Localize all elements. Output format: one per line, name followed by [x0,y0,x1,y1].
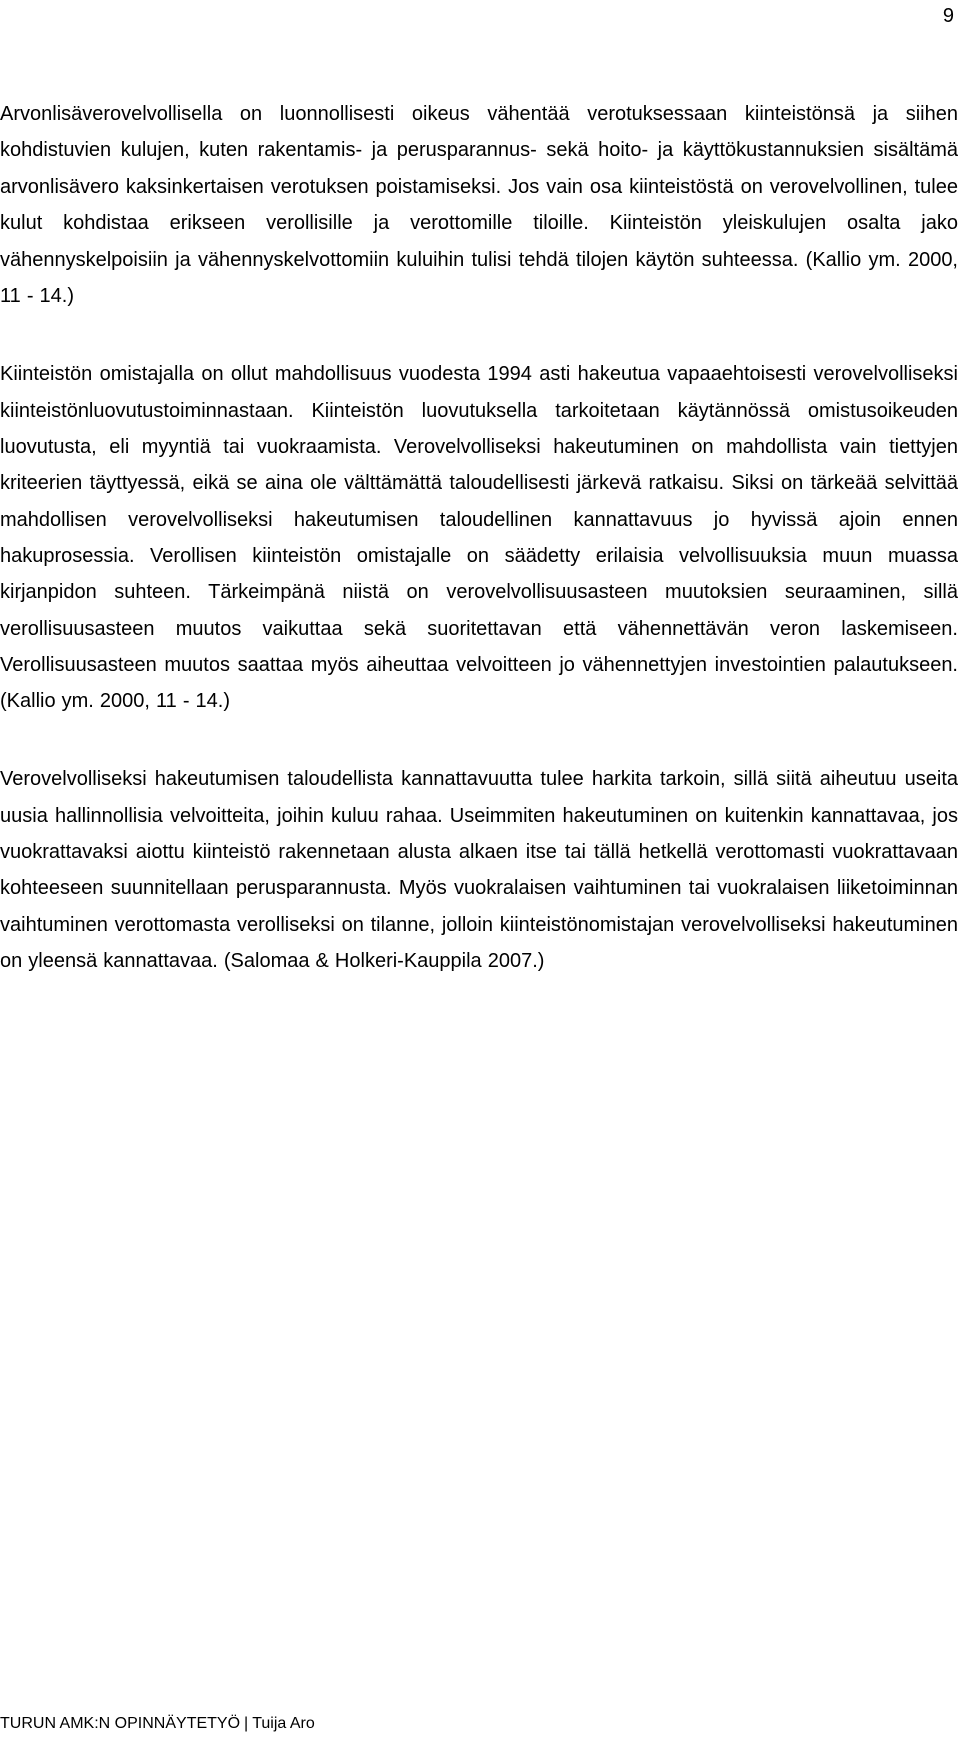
paragraph-profitability: Verovelvolliseksi hakeutumisen taloudellista kannattavuutta tulee harkita tarkoin, sillä siitä aiheutuu useita uusia hallinnollisia velvoitteita, joihin kuluu rahaa. Useimmiten hakeutuminen on kuitenkin kannattavaa, jos vuokrattavaksi aiottu kiinteistö rakennetaan alusta alkaen itse tai tällä hetkellä verottomasti vuokrattavaan kohteeseen suunnitellaan perusparannusta. Myös vuokralaisen vaihtuminen tai vuokralaisen liiketoiminnan vaihtuminen verottomasta verolliseksi on tilanne, jolloin kiinteistönomistajan verovelvolliseksi hakeutuminen on yleensä kannattavaa. (Salomaa & Holkeri-Kauppila 2007.) [0,768,958,972]
document-body [0,96,958,1021]
paragraph-vat-deduction: Arvonlisäverovelvollisella on luonnollisesti oikeus vähentää verotuksessaan kiinteistönsä ja siihen kohdistuvien kulujen, kuten rakentamis- ja perusparannus- sekä hoito- ja käyttökustannuksien sisältämä arvonlisävero kaksinkertaisen verotuksen poistamiseksi. Jos vain osa kiinteistöstä on verovelvollinen, tulee kulut kohdistaa erikseen verollisille ja verottomille tiloille. Kiinteistön yleiskulujen osalta jako vähennyskelpoisiin ja vähennyskelvottomiin kuluihin tulisi tehdä tilojen käytön suhteessa. (Kallio ym. 2000, 11 - 14.) [0,103,958,308]
footer-author: Tuija Aro [252,1715,315,1732]
footer-separator: | [244,1715,249,1732]
page-number: 9 [942,5,954,27]
paragraph-voluntary-registration: Kiinteistön omistajalla on ollut mahdollisuus vuodesta 1994 asti hakeutua vapaaehtoisesti verovelvolliseksi kiinteistönluovutustoiminnastaan. Kiinteistön luovutuksella tarkoitetaan käytännössä omistusoikeuden luovutusta, eli myyntiä tai vuokraamista. Verovelvolliseksi hakeutuminen on mahdollista vain tiettyjen kriteerien täyttyessä, eikä se aina ole välttämättä taloudellisesti järkevä ratkaisu. Siksi on tärkeää selvittää mahdollisen verovelvolliseksi hakeutumisen taloudellinen kannattavuus jo hyvissä ajoin ennen hakuprosessia. Verollisen kiinteistön omistajalle on säädetty erilaisia velvollisuuksia muun muassa kirjanpidon suhteen. Tärkeimpänä niistä on verovelvollisuusasteen muutoksien seuraaminen, sillä verollisuusasteen muutos vaikuttaa sekä suoritettavan että vähennettävän veron laskemiseen. Verollisuusasteen muutos saattaa myös aiheuttaa velvoitteen jo vähennettyjen investointien palautukseen. (Kallio ym. 2000, 11 - 14.) [0,363,958,713]
page-footer [0,1714,315,1734]
footer-institution: TURUN AMK:N OPINNÄYTETYÖ [0,1715,241,1732]
